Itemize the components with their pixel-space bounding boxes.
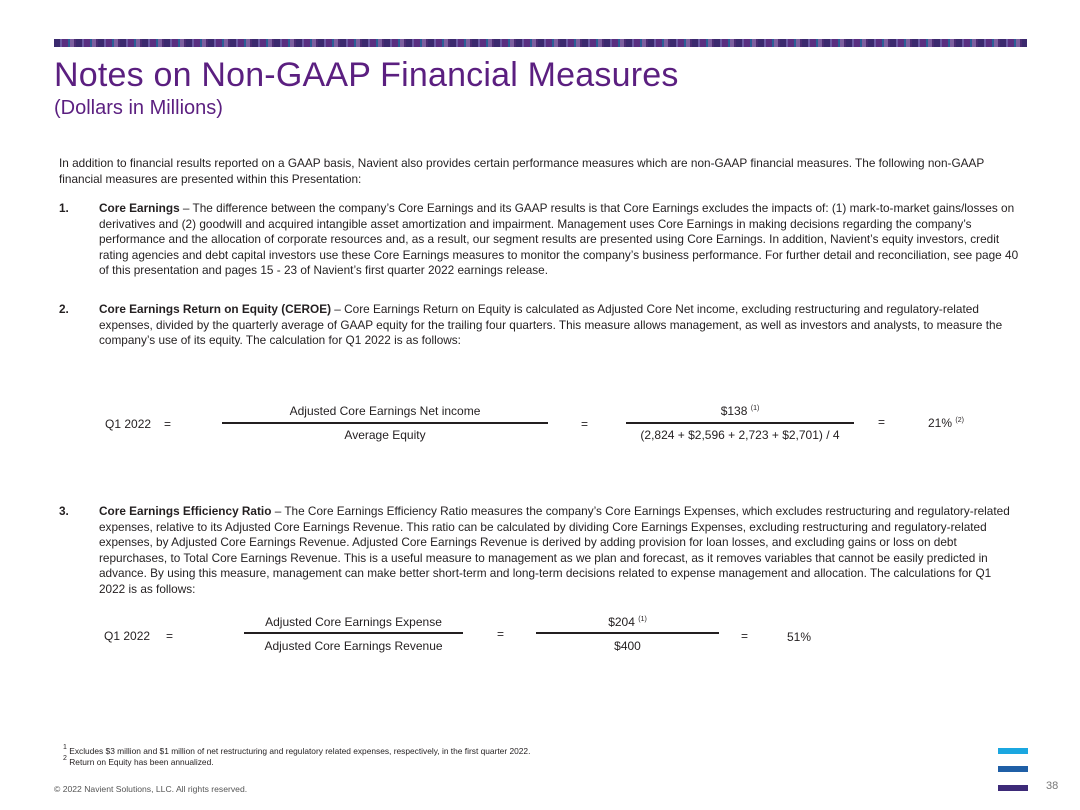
item-core-earnings (99, 201, 1019, 279)
formula-period: Q1 2022 (104, 629, 151, 643)
header-divider-bar (54, 39, 1027, 47)
fraction-line (244, 632, 463, 634)
footnote-ref: (2) (955, 417, 964, 424)
formula-equals: = (878, 415, 886, 429)
fraction-line (222, 422, 548, 424)
formula-period: Q1 2022 (105, 417, 152, 431)
formula-equals: = (741, 629, 749, 643)
fraction-line (536, 632, 719, 634)
item-term: Core Earnings (99, 201, 180, 215)
page-number: 38 (1046, 780, 1059, 792)
fraction-line (626, 422, 854, 424)
item-description: – The difference between the company’s Core Earnings and its GAAP results is that Core Earnings excludes the impacts of: (1) mark-to-market gains/losses on derivatives and (2) goodwill and acquired intangible asset amortization and impairment. Management uses Core Earnings in making decisions regarding the company’s performance and the allocation of corporate resources and, as a result, our segment results are presented using Core Earnings. In addition, Navient’s equity investors, credit rating agencies and debt capital investors use these Core Earnings measures to monitor the company’s business performance. For further detail and reconciliation, see page 40 of this presentation and pages 15 - 23 of Navient’s first quarter 2022 earnings release. (99, 201, 1019, 277)
formula-denominator-label: Adjusted Core Earnings Revenue (264, 639, 443, 653)
formula-numerator-value: $138 $^{(1)}$ (720, 404, 760, 418)
intro-paragraph: In addition to financial results reported on a GAAP basis, Navient also provides certain performance measures which are non-GAAP financial measures. The following non-GAAP financial measures are presented within this Presentation: (59, 156, 985, 186)
footnote-ref: (1) (638, 616, 647, 623)
item-description: – The Core Earnings Efficiency Ratio measures the company’s Core Earnings Expenses, which excludes restructuring and regulatory-related expenses, relative to its Adjusted Core Earnings Revenue. This ratio can be calculated by dividing Core Earnings Expenses, excluding restructuring and regulatory-related expenses, by Adjusted Core Earnings Revenue. Adjusted Core Earnings Revenue is derived by adding provision for loan losses, and excluding gains or loss on debt repurchases, to Total Core Earnings Revenue. This is a useful measure to management as we plan and forecast, as it removes variables that cannot be easily predicted in advance. By using this measure, management can make better short-term and long-term decisions related to expense management and allocation. The calculations for Q1 2022 is as follows: (99, 504, 1010, 596)
footnote: $^2$ Return on Equity has been annualized. (63, 755, 214, 767)
footnote: $^1$ Excludes $3 million and $1 million of net restructuring and regulatory related expenses, respectively, in the first quarter 2022. (63, 744, 531, 756)
item-number: 3. (59, 504, 69, 518)
formula-equals: = (166, 629, 174, 643)
copyright: © 2022 Navient Solutions, LLC. All rights reserved. (54, 784, 248, 794)
footnote-ref: (1) (750, 405, 760, 412)
formula-equals: = (581, 417, 589, 431)
formula-denominator-label: Average Equity (344, 428, 426, 442)
footnotes (63, 746, 530, 768)
formula-result: 21% $^{(2)}$ (928, 416, 964, 430)
formula-denominator-value: (2,824 + $2,596 + 2,723 + $2,701) / 4 (640, 428, 840, 442)
formula-numerator-value: $204 $^{(1)}$ (608, 615, 647, 629)
item-term: Core Earnings Efficiency Ratio (99, 504, 272, 518)
formula-numerator-label: Adjusted Core Earnings Net income (289, 404, 481, 418)
item-number: 2. (59, 302, 69, 316)
formula-result: 51% (787, 630, 812, 644)
formula-denominator-value: $400 (614, 639, 641, 653)
formula-numerator-label: Adjusted Core Earnings Expense (265, 615, 442, 629)
item-ceroe (99, 302, 1019, 349)
formula-equals: = (164, 417, 172, 431)
page-title: Notes on Non-GAAP Financial Measures (54, 56, 679, 94)
item-description: – Core Earnings Return on Equity is calculated as Adjusted Core Net income, excluding restructuring and regulatory-related expenses, divided by the quarterly average of GAAP equity for the trailing four quarters. This measure allows management, as well as investors and analysts, to measure the company’s use of its equity. The calculation for Q1 2022 is as follows: (99, 302, 1003, 347)
page-subtitle: (Dollars in Millions) (54, 97, 223, 119)
item-number: 1. (59, 201, 69, 215)
item-efficiency-ratio (99, 504, 1019, 597)
formula-equals: = (497, 627, 505, 641)
item-term: Core Earnings Return on Equity (CEROE) (99, 302, 332, 316)
